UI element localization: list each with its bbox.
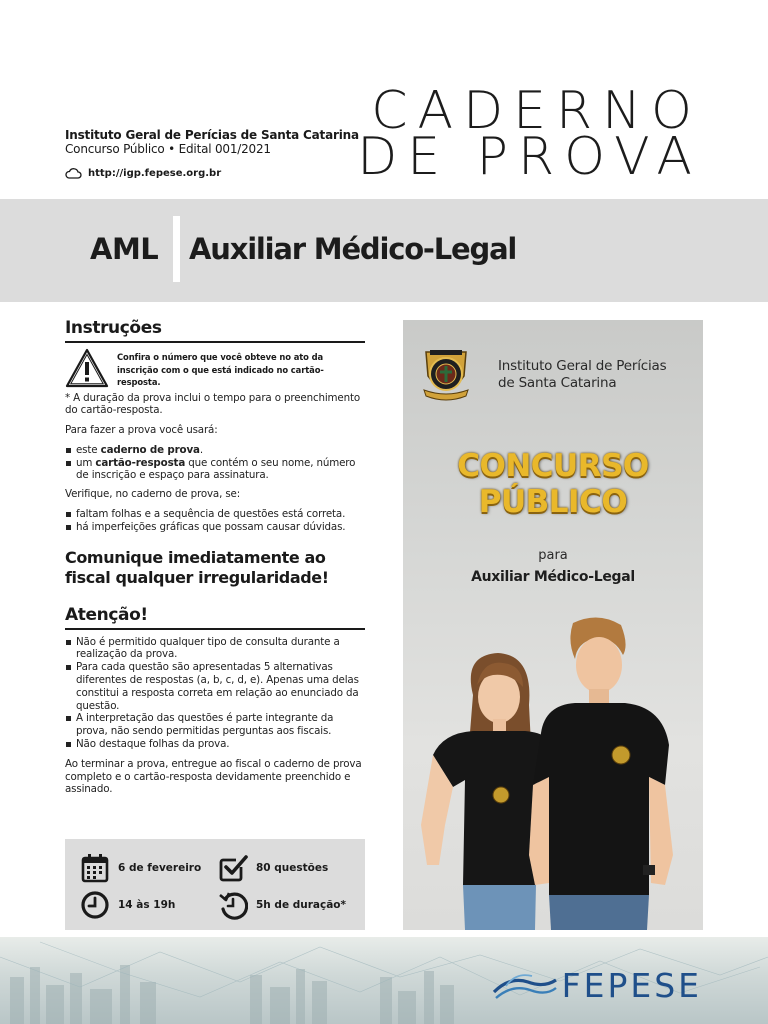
warning-text: Confira o número que você obteve no ato da inscrição com o que está indicado no cartão-resposta. [117,352,324,387]
poster-institution: Instituto Geral de Perícias de Santa Catarina [498,358,667,391]
warning-block [65,348,365,389]
list-item: A interpretação das questões é parte integrante da prova, não sendo permitidas perguntas aos fiscais. [65,712,365,738]
list-item: há imperfeições gráficas que possam causar dúvidas. [65,521,365,534]
instructions-column [65,318,365,796]
poster-concurso: CONCURSO [457,448,649,484]
check-intro: Verifique, no caderno de prova, se: [65,488,241,501]
exam-date [80,853,201,883]
contest-poster [403,320,703,930]
warning-icon [65,348,109,388]
use-intro: Para fazer a prova você usará: [65,424,218,437]
title-line-2: DE PROVA [357,127,702,187]
poster-publico: PÚBLICO [478,484,628,520]
position-name: Auxiliar Médico-Legal [189,232,517,266]
institution-name: Instituto Geral de Perícias de Santa Catarina [65,128,359,142]
list-item: Não é permitido qualquer tipo de consulta durante a realização da prova. [65,636,365,662]
instructions-heading: Instruções [65,318,365,343]
clock-icon [80,890,110,920]
igp-emblem-icon [420,346,472,404]
website-link[interactable] [65,168,221,179]
fepese-wave-icon [492,970,558,1002]
exam-info-box [65,839,365,930]
exam-duration [218,890,346,920]
contest-edital: Concurso Público • Edital 001/2021 [65,142,271,156]
list-item: faltam folhas e a sequência de questões está correta. [65,508,365,521]
attention-heading: Atenção! [65,605,365,630]
fepese-brand: FEPESE [561,966,702,1005]
time-label: 14 às 19h [118,899,176,911]
exam-time [80,890,175,920]
poster-role: Auxiliar Médico-Legal [471,569,635,585]
calendar-icon [80,853,110,883]
attention-list [65,636,365,751]
duration-note: * A duração da prova inclui o tempo para o preenchimento do cartão-resposta. [65,391,361,417]
position-code: AML [90,232,159,266]
website-url[interactable]: http://igp.fepese.org.br [88,168,222,179]
poster-para: para [538,548,568,563]
people-photo [403,615,703,930]
list-item: este caderno de prova. [65,444,365,457]
list-item: Para cada questão são apresentadas 5 alternativas diferentes de respostas (a, b, c, d, e). Apenas uma delas constitui a resposta correta em relação ao enunciado da questão. [65,661,365,712]
questions-label: 80 questões [256,862,329,874]
band-divider [173,216,180,282]
list-item: um cartão-resposta que contém o seu nome, número de inscrição e espaço para assinatura. [65,457,365,483]
exam-questions [218,853,328,883]
checkbox-icon [218,853,248,883]
cloud-icon [65,168,82,179]
materials-list [65,444,365,482]
closing-note: Ao terminar a prova, entregue ao fiscal o caderno de prova completo e o cartão-resposta devidamente preenchido e assinado. [65,757,362,796]
communicate-callout: Comunique imediatamente ao fiscal qualquer irregularidade! [65,547,329,587]
title-line-1: CADERNO [371,81,702,141]
duration-label: 5h de duração* [256,899,346,911]
list-item: Não destaque folhas da prova. [65,738,365,751]
page-title [357,81,702,187]
history-icon [218,890,248,920]
date-label: 6 de fevereiro [118,862,202,874]
check-list [65,508,365,534]
fepese-logo [492,966,702,1005]
